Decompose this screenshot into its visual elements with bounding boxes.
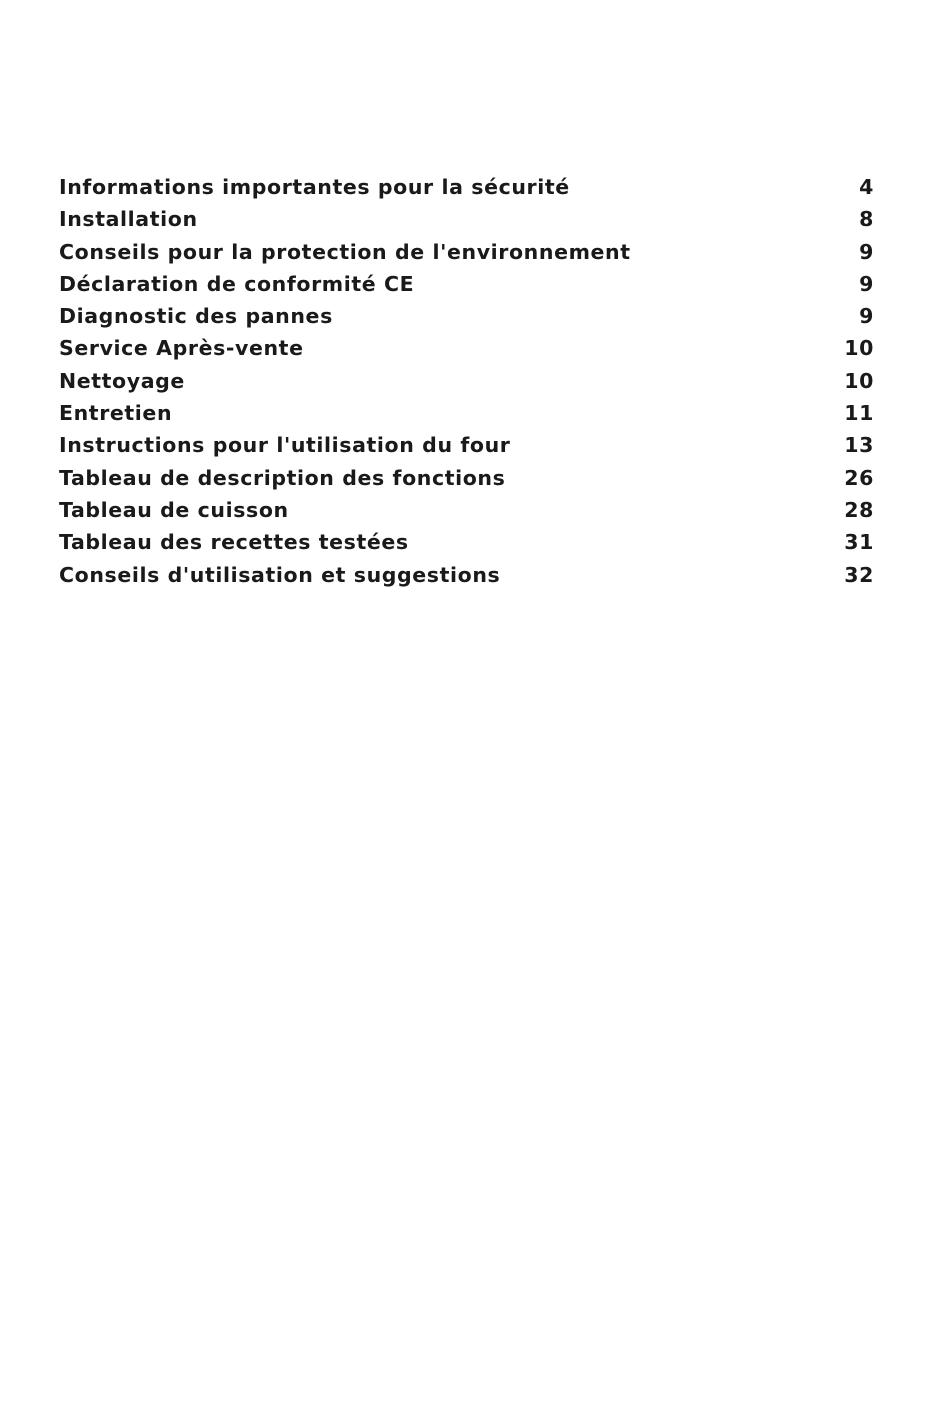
toc-entry-title: Entretien (59, 401, 173, 426)
toc-entry-title: Diagnostic des pannes (59, 304, 333, 329)
toc-entry-page: 32 (844, 562, 874, 587)
toc-entry[interactable] (59, 429, 874, 461)
toc-entry[interactable] (59, 462, 874, 494)
toc-entry-page: 9 (859, 271, 874, 296)
toc-entry-title: Tableau des recettes testées (59, 530, 409, 555)
toc-entry[interactable] (59, 268, 874, 300)
toc-entry-title: Conseils pour la protection de l'environnement (59, 239, 631, 264)
toc-entry[interactable] (59, 300, 874, 332)
toc-entry-page: 9 (859, 304, 874, 329)
toc-entry-page: 13 (844, 433, 874, 458)
toc-entry-title: Tableau de cuisson (59, 497, 289, 522)
toc-entry-title: Nettoyage (59, 368, 185, 393)
toc-entry[interactable] (59, 559, 874, 591)
toc-entry[interactable] (59, 332, 874, 364)
toc-entry[interactable] (59, 171, 874, 203)
table-of-contents (59, 171, 874, 591)
toc-entry[interactable] (59, 236, 874, 268)
toc-entry-page: 31 (844, 530, 874, 555)
toc-entry-page: 9 (859, 239, 874, 264)
toc-entry-page: 4 (859, 175, 874, 199)
toc-entry-title: Informations importantes pour la sécurité (59, 175, 570, 199)
toc-entry-title: Instructions pour l'utilisation du four (59, 433, 511, 458)
toc-entry-title: Déclaration de conformité CE (59, 271, 415, 296)
toc-entry[interactable] (59, 494, 874, 526)
toc-entry-title: Installation (59, 207, 198, 232)
toc-entry-page: 10 (844, 336, 874, 361)
toc-entry[interactable] (59, 397, 874, 429)
toc-entry[interactable] (59, 526, 874, 558)
toc-entry[interactable] (59, 365, 874, 397)
toc-entry-page: 11 (844, 401, 874, 426)
toc-entry-page: 10 (844, 368, 874, 393)
toc-entry-page: 28 (844, 497, 874, 522)
toc-entry-title: Tableau de description des fonctions (59, 465, 506, 490)
toc-entry-page: 8 (859, 207, 874, 232)
toc-entry[interactable] (59, 203, 874, 235)
toc-entry-page: 26 (844, 465, 874, 490)
toc-entry-title: Conseils d'utilisation et suggestions (59, 562, 501, 587)
toc-entry-title: Service Après-vente (59, 336, 304, 361)
